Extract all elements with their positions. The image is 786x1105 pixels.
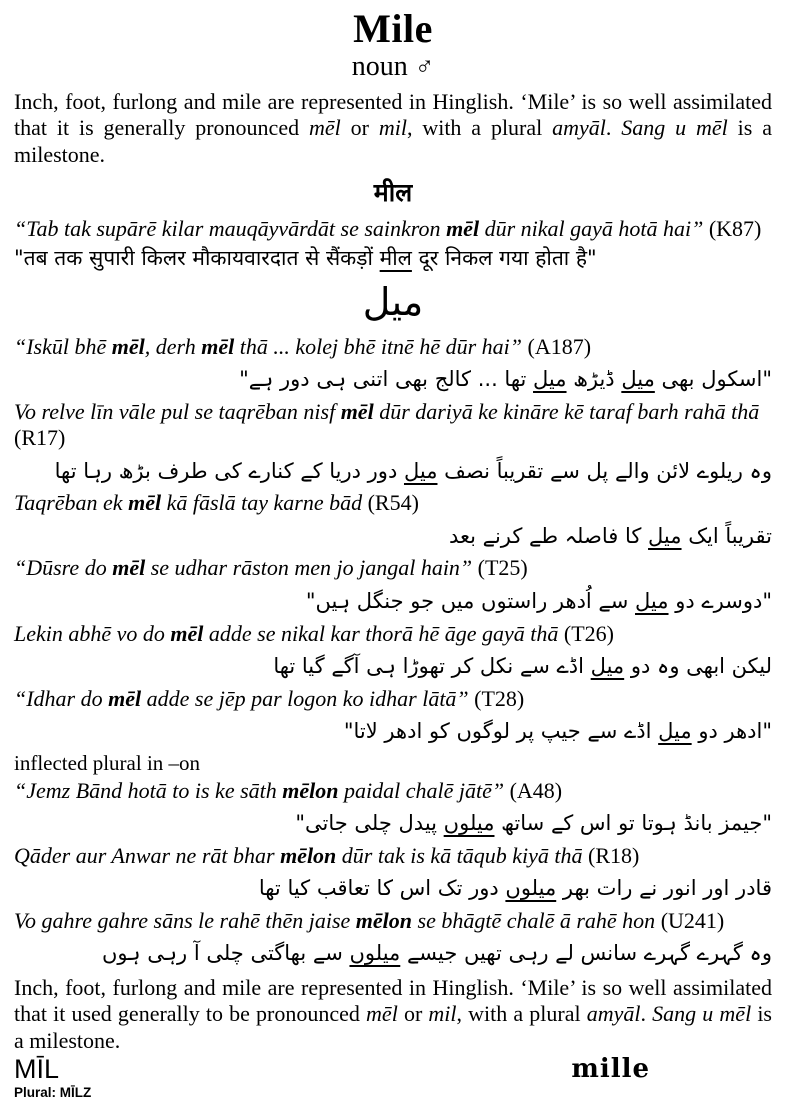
text-segment: Lekin abhē vo do [14,620,171,646]
part-of-speech-line [14,52,772,83]
entry-line-T25 [14,555,772,581]
entry-line-urdu-gloss-7 [14,806,772,841]
text-segment: , with a plural [406,115,553,141]
entry-line-hindi-gloss [14,244,772,272]
text-segment: “Idhar do [14,685,109,711]
underlined-headword: میلوں [349,941,401,966]
text-segment: paidal chalē jātē” [338,777,510,803]
entry-line-T26 [14,621,772,647]
text-segment: "جیمز بانڈ ہوتا تو اس کے ساتھ [494,811,772,836]
entry-line-U241 [14,908,772,934]
text-segment: Sang u mēl [621,115,728,141]
entry-line-urdu-gloss-6 [14,714,772,749]
text-segment: “Iskūl bhē [14,334,112,359]
entry-line-urdu-gloss-5 [14,649,772,684]
entry-line-urdu-gloss-2 [14,454,772,489]
text-segment: سے بھاگتی چلی آ رہی ہوں [101,941,350,966]
text-segment: (A48) [509,777,563,803]
roman-headword: MĪL [14,1054,60,1085]
text-segment: “Jemz Bānd hotā to is ke sāth [14,777,283,803]
text-segment: "तब तक सुपारी किलर मौकायवारदात से सैंकड़ों [14,246,380,271]
text-segment: is a milestone. [14,1001,772,1053]
text-segment: mēl [446,215,480,241]
text-segment: دور تک اس کا تعاقب کیا تھا [258,876,506,901]
text-segment: (R17) [14,425,66,451]
text-segment: Inch, foot, furlong and mile are represented in Hinglish. ‘Mile’ is so well assimilated that it is generally pronounced [14,88,772,141]
text-segment: or [340,115,379,141]
text-segment: amyāl [552,115,606,141]
text-segment: ڈیڑھ [566,367,622,392]
underlined-headword: मील [379,246,412,271]
text-segment: mēl [366,1001,398,1027]
closing-paragraph [14,975,772,1054]
text-segment: inflected plural in –on [14,750,201,775]
text-segment: mēl [170,620,204,646]
text-segment: . [605,115,622,141]
text-segment: کا فاصلہ طے کرنے بعد [448,523,649,548]
entry-line-R18 [14,843,772,869]
entry-line-urdu-gloss-9 [14,936,772,971]
text-segment: amyāl [586,1001,641,1027]
text-segment: Sang u mēl [652,1001,752,1027]
text-segment: दूर निकल गया होता है" [411,246,597,271]
text-segment: mēl [340,399,374,425]
underlined-headword: میل [533,367,567,392]
text-segment: . [640,1001,653,1027]
text-segment: mēl [201,334,235,359]
part-of-speech: noun [351,51,408,82]
text-segment: Taqrēban ek [14,490,129,516]
underlined-headword: میل [590,653,625,678]
text-segment: mēl [108,685,142,711]
text-segment: adde se jēp par logon ko idhar lātā” [141,685,475,711]
text-segment: سے اُدھر راستوں میں جو جنگل ہیں" [305,588,636,613]
text-segment: "دوسرے دو [668,588,772,613]
entry-line-urdu-gloss-3 [14,519,772,554]
text-segment: mēlon [282,777,339,803]
urdu-headword-heading: میل [362,279,424,324]
text-segment: is a milestone. [14,115,772,167]
text-segment: adde se nikal kar thorā hē āge gayā thā [203,620,564,646]
male-gender-icon: ♂ [414,52,435,81]
text-segment: , derh [144,334,202,359]
text-segment: تھا ... کالج بھی اتنی ہی دور ہے" [239,367,534,392]
entry-line-R54 [14,490,772,516]
text-segment: Qāder aur Anwar ne rāt bhar [14,842,281,868]
text-segment: "ادھر دو [691,718,772,743]
underlined-headword: میلوں [505,876,557,901]
plural-note: Plural: MĪLZ [14,1085,92,1101]
text-segment: لیکن ابھی وہ دو [624,653,772,678]
entry-line-A187 [14,334,772,360]
text-segment: (U241) [660,907,725,933]
text-segment: وہ ریلوے لائن والے پل سے تقریباً نصف [437,458,772,483]
text-segment: قادر اور انور نے رات بھر [556,876,772,901]
text-segment: Vo gahre gahre sāns le rahē thēn jaise [14,907,356,933]
text-segment: mil [378,115,407,141]
text-segment: se udhar rāston men jo jangal hain” [145,555,478,581]
hindi-section-lines [14,216,772,273]
page-title: Mile [353,6,433,51]
underlined-headword: میل [403,458,438,483]
entry-line-K87 [14,216,772,242]
hindi-headword-heading: मील [373,177,413,207]
entry-line-R17 [14,399,772,452]
text-segment: (A187) [527,334,592,359]
text-segment: dūr tak is kā tāqub kiyā thā [336,842,589,868]
text-segment: (R18) [588,842,640,868]
underlined-headword: میل [658,718,692,743]
text-segment: “Dūsre do [14,555,113,581]
text-segment: mēl [112,555,146,581]
entry-line-urdu-gloss-4 [14,584,772,619]
intro-paragraph [14,89,772,168]
underlined-headword: میلوں [443,811,495,836]
text-segment: dūr nikal gayā hotā hai” [479,215,709,241]
gothic-mille-label: mille [571,1054,650,1085]
text-segment: اڈے سے جیپ پر لوگوں کو ادھر لاتا" [343,718,659,743]
text-segment: or [397,1001,429,1027]
text-segment: دور دریا کے کنارے کی طرف بڑھ رہا تھا [54,458,404,483]
entry-line-urdu-gloss-8 [14,871,772,906]
text-segment: mēlon [355,907,413,933]
text-segment: Vo relve līn vāle pul se taqrēban nisf [14,399,341,425]
text-segment: (K87) [708,215,762,241]
underlined-headword: میل [635,588,669,613]
text-segment: , with a plural [456,1001,587,1027]
entry-line-T28 [14,686,772,712]
text-segment: (R54) [367,490,419,516]
underlined-headword: میل [621,367,655,392]
text-segment: (T25) [477,555,528,581]
text-segment: mil [428,1001,457,1027]
text-segment: وہ گہرے گہرے سانس لے رہی تھیں جیسے [400,941,772,966]
text-segment: پیدل چلی جاتی" [295,811,444,836]
text-segment: (T28) [474,685,525,711]
entry-line-A48 [14,778,772,804]
text-segment: dūr dariyā ke kināre kē taraf barh rahā thā [373,399,760,425]
footer-row [14,1056,772,1083]
underlined-headword: میل [648,523,682,548]
text-segment: “Tab tak supārē kilar mauqāyvārdāt se sainkron [14,215,447,241]
text-segment: kā fāslā tay karne bād [161,490,368,516]
text-segment: se bhāgtē chalē ā rahē hon [412,907,661,933]
text-segment: تقریباً ایک [681,523,772,548]
entry-line-urdu-gloss-1 [14,362,772,397]
text-segment: Inch, foot, furlong and mile are represented in Hinglish. ‘Mile’ is so well assimilated that it used generally to be pronounced [14,974,772,1027]
text-segment: اڈے سے نکل کر تھوڑا ہی آگے گیا تھا [273,653,591,678]
text-segment: (T26) [563,620,614,646]
urdu-section-lines [14,334,772,971]
text-segment: mēlon [280,842,337,868]
text-segment: mēl [111,334,145,359]
text-segment: thā ... kolej bhē itnē hē dūr hai” [234,334,528,359]
entry-line-inflection-note [14,751,772,776]
text-segment: "اسکول بھی [654,367,772,392]
text-segment: mēl [128,490,162,516]
text-segment: mēl [308,115,341,141]
